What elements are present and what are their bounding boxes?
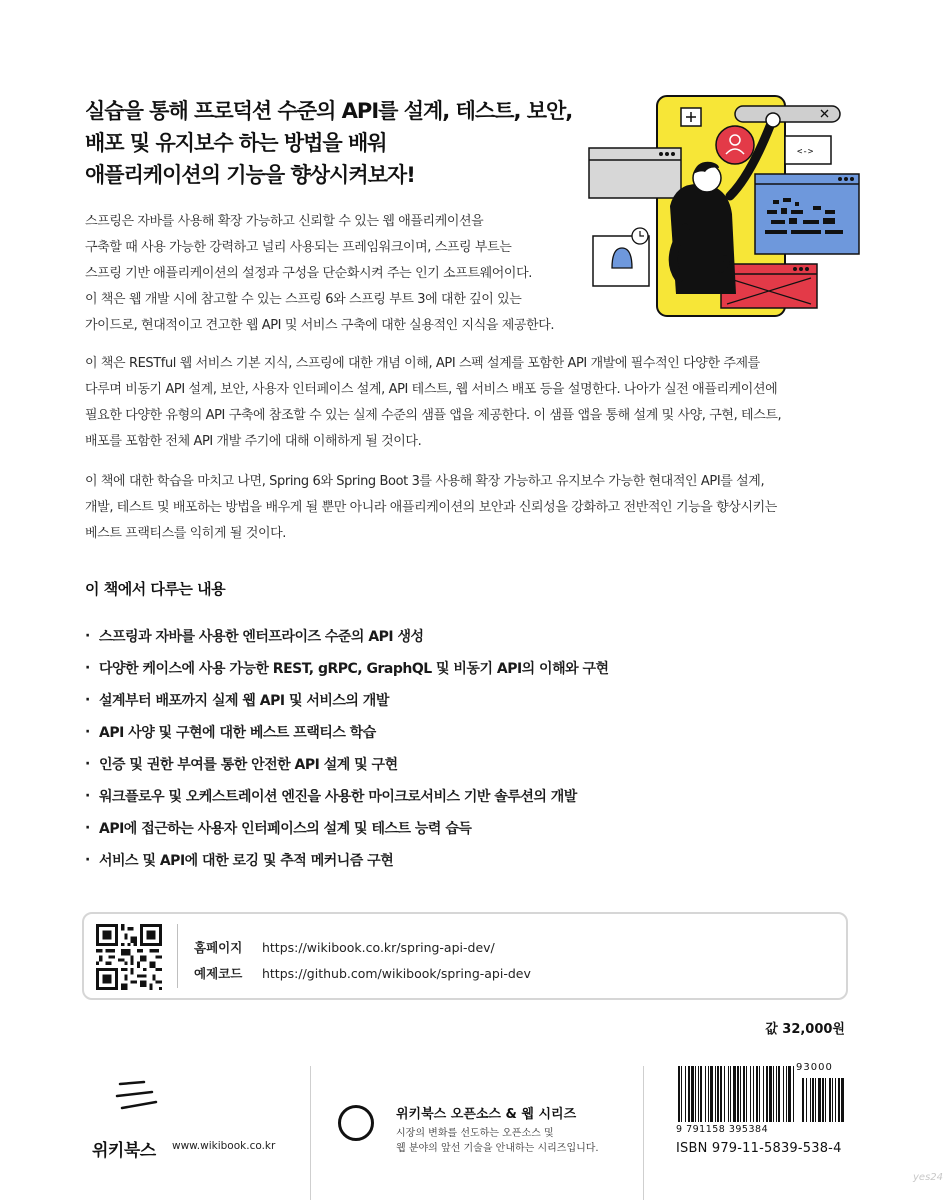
publisher-logo-mark <box>114 1080 158 1116</box>
list-item <box>85 620 609 652</box>
list-item <box>85 652 609 684</box>
paragraph-line: 배포를 포함한 전체 API 개발 주기에 대해 이해하게 될 것이다. <box>85 434 422 449</box>
bullet-marker: · <box>85 788 90 804</box>
paragraph-line: 필요한 다양한 유형의 API 구축에 참조할 수 있는 실제 수준의 샘플 앱을 제공한다. 이 샘플 앱을 통해 설계 및 사양, 구현, 테스트, <box>85 408 782 423</box>
series-description-line: 시장의 변화를 선도하는 오픈소스 및 <box>396 1128 554 1139</box>
list-item-text: 다양한 케이스에 사용 가능한 REST, gRPC, GraphQL 및 비동기 API의 이해와 구현 <box>99 661 609 677</box>
list-item <box>85 844 609 876</box>
intro-paragraph <box>85 209 590 339</box>
homepage-row <box>194 938 495 956</box>
paragraph-line: 이 책에 대한 학습을 마치고 나면, Spring 6와 Spring Boot 3를 사용해 확장 가능하고 유지보수 가능한 현대적인 API를 설계, <box>85 474 765 489</box>
price: 값 32,000원 <box>765 1022 845 1037</box>
list-item-text: 설계부터 배포까지 실제 웹 API 및 서비스의 개발 <box>99 693 389 709</box>
qr-code <box>96 924 162 990</box>
homepage-link[interactable]: https://wikibook.co.kr/spring-api-dev/ <box>261 940 495 955</box>
headline-line: 실습을 통해 프로덕션 수준의 API를 설계, 테스트, 보안, <box>85 99 573 123</box>
list-item <box>85 812 609 844</box>
paragraph-line: 이 책은 RESTful 웹 서비스 기본 지식, 스프링에 대한 개념 이해, API 스펙 설계를 포함한 API 개발에 필수적인 다양한 주제를 <box>85 356 760 371</box>
isbn: ISBN 979-11-5839-538-4 <box>676 1141 842 1156</box>
list-item-text: API 사양 및 구현에 대한 베스트 프랙티스 학습 <box>99 725 376 741</box>
bullet-marker: · <box>85 852 90 868</box>
list-item <box>85 780 609 812</box>
series-circle-icon <box>338 1105 374 1141</box>
barcode-number: 9 791158 395384 <box>676 1124 769 1135</box>
paragraph-line: 구축할 때 사용 가능한 강력하고 널리 사용되는 프레임워크이며, 스프링 부트는 <box>85 240 512 255</box>
list-item-text: API에 접근하는 사용자 인터페이스의 설계 및 테스트 능력 습득 <box>99 821 472 837</box>
svg-text:<->: <-> <box>797 147 814 157</box>
barcode-addon-number: 93000 <box>796 1062 833 1073</box>
example-code-row <box>194 964 531 982</box>
bullet-marker: · <box>85 628 90 644</box>
paragraph-line: 스프링 기반 애플리케이션의 설정과 구성을 단순화시켜 주는 인기 소프트웨어이다. <box>85 266 532 281</box>
paragraph-line: 다루며 비동기 API 설계, 보안, 사용자 인터페이스 설계, API 테스트, 웹 서비스 배포 등을 설명한다. 나아가 실전 애플리케이션에 <box>85 382 778 397</box>
headline <box>85 95 585 191</box>
paragraph-line: 이 책은 웹 개발 시에 참고할 수 있는 스프링 6와 스프링 부트 3에 대한 깊이 있는 <box>85 292 522 307</box>
list-item <box>85 748 609 780</box>
paragraph-line: 개발, 테스트 및 배포하는 방법을 배우게 될 뿐만 아니라 애플리케이션의 보안과 신뢰성을 강화하고 전반적인 기능을 향상시키는 <box>85 500 777 515</box>
watermark: yes24 <box>913 1172 943 1183</box>
developer-illustration <box>585 88 860 328</box>
outcome-paragraph <box>85 469 845 547</box>
list-item-text: 인증 및 권한 부여를 통한 안전한 API 설계 및 구현 <box>99 757 398 773</box>
publisher-name: 위키북스 <box>92 1141 156 1161</box>
paragraph-line: 베스트 프랙티스를 익히게 될 것이다. <box>85 526 287 541</box>
example-code-link[interactable]: https://github.com/wikibook/spring-api-dev <box>261 966 531 981</box>
homepage-label: 홈페이지 <box>194 940 243 955</box>
paragraph-line: 가이드로, 현대적이고 견고한 웹 API 및 서비스 구축에 대한 실용적인 지식을 제공한다. <box>85 318 555 333</box>
contents-list <box>85 620 609 876</box>
list-item <box>85 716 609 748</box>
bullet-marker: · <box>85 692 90 708</box>
paragraph-line: 스프링은 자바를 사용해 확장 가능하고 신뢰할 수 있는 웹 애플리케이션을 <box>85 214 484 229</box>
bullet-marker: · <box>85 660 90 676</box>
list-item-text: 서비스 및 API에 대한 로깅 및 추적 메커니즘 구현 <box>99 853 394 869</box>
contents-title: 이 책에서 다루는 내용 <box>85 580 226 598</box>
divider <box>177 924 178 988</box>
publisher-url[interactable]: www.wikibook.co.kr <box>172 1140 276 1152</box>
series-title: 위키북스 오픈소스 & 웹 시리즈 <box>396 1107 577 1122</box>
bullet-marker: · <box>85 724 90 740</box>
headline-line: 배포 및 유지보수 하는 방법을 배워 <box>85 131 387 155</box>
bullet-marker: · <box>85 820 90 836</box>
example-code-label: 예제코드 <box>194 966 243 981</box>
divider <box>310 1066 311 1200</box>
series-description-line: 웹 분야의 앞선 기술을 안내하는 시리즈입니다. <box>396 1143 599 1154</box>
bullet-marker: · <box>85 756 90 772</box>
topics-paragraph <box>85 351 845 455</box>
list-item <box>85 684 609 716</box>
divider <box>643 1066 644 1200</box>
series-description <box>396 1126 599 1156</box>
list-item-text: 워크플로우 및 오케스트레이션 엔진을 사용한 마이크로서비스 기반 솔루션의 개발 <box>99 789 577 805</box>
list-item-text: 스프링과 자바를 사용한 엔터프라이즈 수준의 API 생성 <box>99 629 424 645</box>
headline-line: 애플리케이션의 기능을 향상시켜보자! <box>85 163 415 187</box>
links-box <box>82 912 848 1000</box>
